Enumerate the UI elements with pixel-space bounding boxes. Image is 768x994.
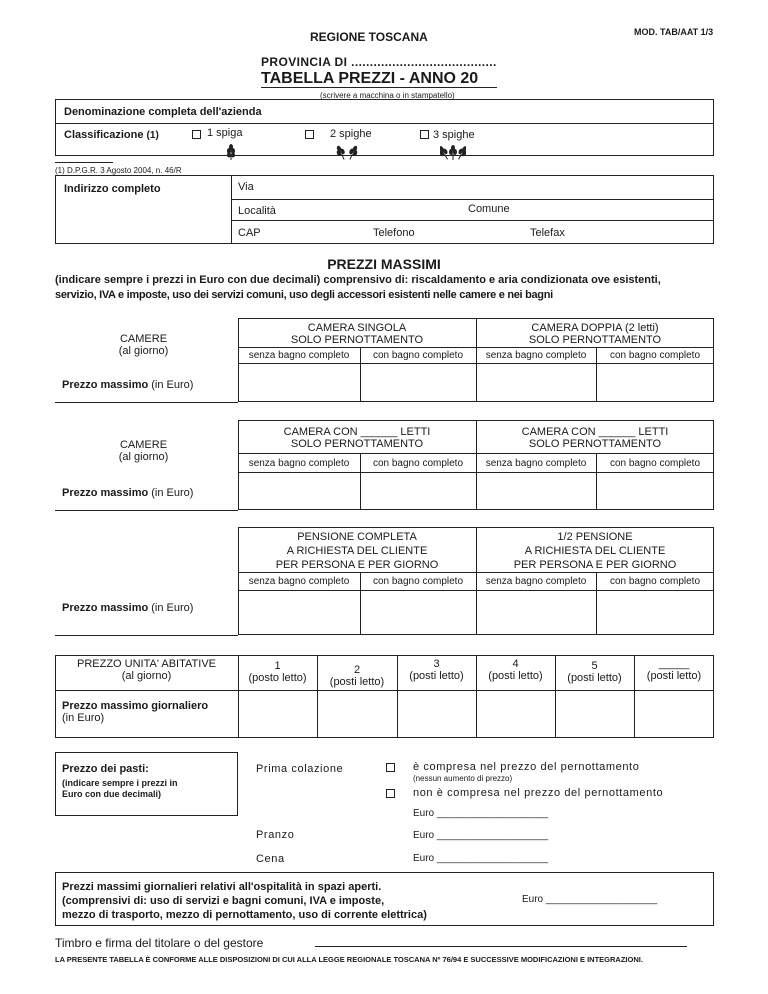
dinner-euro[interactable]: Euro ____________________ <box>413 853 549 864</box>
wheat-icon <box>226 144 236 160</box>
dinner-label: Cena <box>256 853 285 865</box>
breakfast-excluded-label: non è compresa nel prezzo del pernottamento <box>413 787 664 799</box>
daily-max-label: Prezzo massimo giornaliero (in Euro) <box>62 700 209 724</box>
single-room-header: CAMERA SINGOLA SOLO PERNOTTAMENTO <box>290 322 424 346</box>
max-price-label-2: Prezzo massimo (in Euro) <box>62 487 194 499</box>
footnote: (1) D.P.G.R. 3 Agosto 2004, n. 46/R <box>55 166 182 175</box>
three-wheat-icon <box>440 145 466 161</box>
lunch-label: Pranzo <box>256 829 295 841</box>
localita-label: Località <box>238 205 276 217</box>
fill-instruction: (scrivere a macchina o in stampatello) <box>320 91 455 100</box>
col-with-bath: con bagno completo <box>372 576 464 587</box>
one-spike-checkbox[interactable] <box>192 130 201 139</box>
col-without-bath: senza bagno completo <box>248 576 350 587</box>
comune-label: Comune <box>468 203 510 215</box>
units-col-4: 4 (posti letto) <box>488 658 543 682</box>
breakfast-label: Prima colazione <box>256 763 344 775</box>
two-spikes-label: 2 spighe <box>330 128 372 140</box>
units-col-2: 2 (posti letto) <box>329 664 385 688</box>
double-room-header: CAMERA DOPPIA (2 letti) SOLO PERNOTTAMENTO <box>528 322 662 346</box>
section-title: PREZZI MASSIMI <box>327 256 441 272</box>
col-with-bath: con bagno completo <box>609 458 701 469</box>
legal-note: LA PRESENTE TABELLA È CONFORME ALLE DISPOSIZIONI DI CUI ALLA LEGGE REGIONALE TOSCANA Nº 76/94 E SUCCESSIVE MODIFICAZIONI E INTEGRAZIONI. <box>55 955 643 964</box>
three-spikes-label: 3 spighe <box>433 129 475 141</box>
classification-label: Classificazione (1) <box>64 129 159 141</box>
col-with-bath: con bagno completo <box>372 350 464 361</box>
company-name-label: Denominazione completa dell'azienda <box>64 106 262 118</box>
col-without-bath: senza bagno completo <box>485 576 587 587</box>
breakfast-excluded-checkbox[interactable] <box>386 789 395 798</box>
region-title: REGIONE TOSCANA <box>310 30 428 44</box>
breakfast-euro[interactable]: Euro ____________________ <box>413 808 549 819</box>
open-spaces-euro[interactable]: Euro ____________________ <box>522 894 658 905</box>
two-spikes-checkbox[interactable] <box>305 130 314 139</box>
two-wheat-icon <box>336 145 358 161</box>
col-with-bath: con bagno completo <box>609 576 701 587</box>
signature-label: Timbro e firma del titolare o del gestore <box>55 936 264 950</box>
province-line: PROVINCIA DI ....................................... <box>261 55 497 69</box>
telefono-label: Telefono <box>373 227 415 239</box>
rooms-label-1: CAMERE (al giorno) <box>118 333 169 357</box>
form-code: MOD. TAB/AAT 1/3 <box>634 27 714 37</box>
full-board-header: PENSIONE COMPLETA A RICHIESTA DEL CLIENTE PER PERSONA E PER GIORNO <box>275 531 439 571</box>
page-title: TABELLA PREZZI - ANNO 20 <box>261 70 479 87</box>
units-col-3: 3 (posti letto) <box>409 658 464 682</box>
cap-label: CAP <box>238 227 261 239</box>
max-price-label-3: Prezzo massimo (in Euro) <box>62 602 194 614</box>
col-without-bath: senza bagno completo <box>485 350 587 361</box>
half-board-header: 1/2 PENSIONE A RICHIESTA DEL CLIENTE PER PERSONA E PER GIORNO <box>513 531 677 571</box>
telefax-label: Telefax <box>530 227 565 239</box>
breakfast-included-checkbox[interactable] <box>386 763 395 772</box>
meals-label: Prezzo dei pasti: <box>62 763 149 775</box>
section-note-2: servizio, IVA e imposte, uso dei servizi comuni, uso degli accessori esistenti nelle camere e nei bagni <box>55 289 553 301</box>
col-with-bath: con bagno completo <box>372 458 464 469</box>
col-without-bath: senza bagno completo <box>248 458 350 469</box>
units-col-5: 5 (posti letto) <box>567 660 622 684</box>
signature-line[interactable] <box>315 946 687 947</box>
units-col-6: _____ (posti letto) <box>646 658 702 682</box>
address-label: Indirizzo completo <box>64 183 161 195</box>
max-price-label-1: Prezzo massimo (in Euro) <box>62 379 194 391</box>
n-beds-room-header: CAMERA CON ______ LETTI SOLO PERNOTTAMENTO <box>283 426 431 450</box>
open-spaces-text: Prezzi massimi giornalieri relativi all'ospitalità in spazi aperti. (comprensivi di: uso di servizi e bagni comuni, IVA e imposte, mezzo di trasporto, mezzo di pernottamento, uso di corrente elettrica) <box>62 881 427 921</box>
n-beds-room-header-2: CAMERA CON ______ LETTI SOLO PERNOTTAMENTO <box>521 426 669 450</box>
three-spikes-checkbox[interactable] <box>420 130 429 139</box>
rooms-label-2: CAMERE (al giorno) <box>118 439 169 463</box>
breakfast-included-label: è compresa nel prezzo del pernottamento <box>413 761 640 773</box>
col-with-bath: con bagno completo <box>609 350 701 361</box>
col-without-bath: senza bagno completo <box>248 350 350 361</box>
breakfast-included-note: (nessun aumento di prezzo) <box>413 774 513 783</box>
via-label: Via <box>238 181 254 193</box>
units-label: PREZZO UNITA' ABITATIVE (al giorno) <box>76 658 216 682</box>
section-note-1: (indicare sempre i prezzi in Euro con due decimali) comprensivo di: riscaldamento e aria condizionata ove esistenti, <box>55 274 661 286</box>
units-col-1: 1 (posto letto) <box>248 660 307 684</box>
meals-note: (indicare sempre i prezzi in Euro con due decimali) <box>62 778 178 799</box>
lunch-euro[interactable]: Euro ____________________ <box>413 830 549 841</box>
one-spike-label: 1 spiga <box>207 127 243 139</box>
col-without-bath: senza bagno completo <box>485 458 587 469</box>
